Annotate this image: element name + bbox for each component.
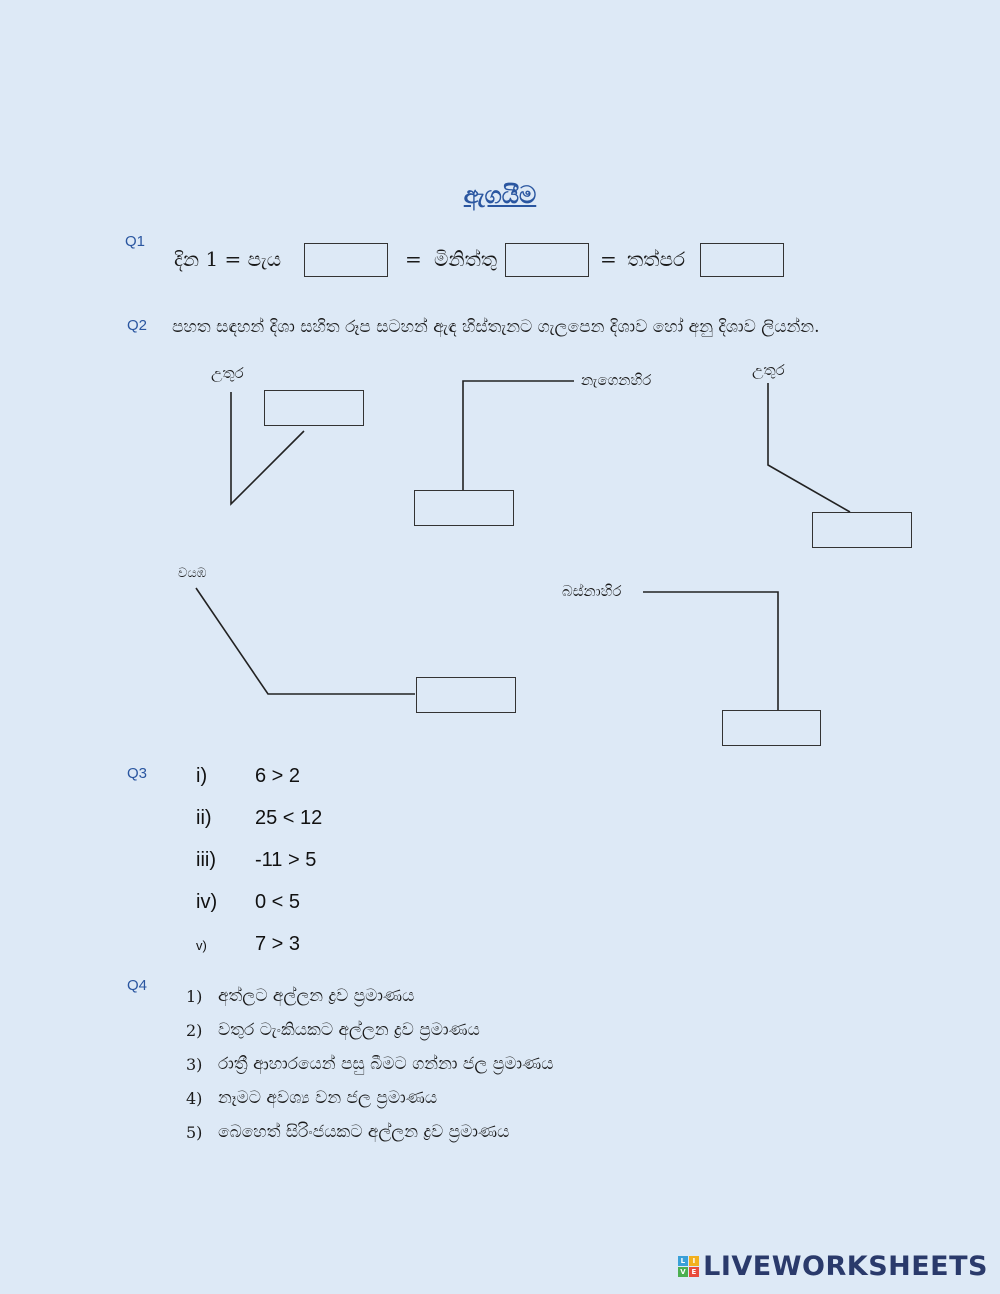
- q3-item-expr: 0 < 5: [255, 891, 301, 913]
- diagram-3-answer-input[interactable]: [812, 512, 912, 548]
- page-title: ඇගයීම: [463, 180, 537, 209]
- q4-item-num: 5): [186, 1123, 203, 1142]
- q4-item-num: 3): [186, 1055, 203, 1074]
- diagram-3-north-label: උතුර: [752, 361, 785, 379]
- q4-item-text: නෑමට අවශ්‍ය වන ජල ප්‍රමාණය: [218, 1088, 438, 1108]
- q1-label: Q1: [125, 233, 146, 250]
- q1-equals-2: =: [600, 247, 617, 271]
- q3-item-expr: 25 < 12: [255, 807, 323, 829]
- logo-mark-cell: I: [689, 1256, 699, 1266]
- q4-item-num: 4): [186, 1089, 203, 1108]
- q4-item-text: වතුර ටැංකියකට අල්ලන ද්‍රව ප්‍රමාණය: [218, 1020, 480, 1040]
- q3-label: Q3: [127, 765, 148, 782]
- q2-label: Q2: [127, 317, 148, 334]
- diagram-1-answer-input[interactable]: [264, 390, 364, 426]
- q4-item-text: අත්ලට අල්ලන ද්‍රව ප්‍රමාණය: [218, 986, 415, 1006]
- q1-equals-1: =: [405, 247, 422, 271]
- q1-seconds-text: තත්පර: [627, 247, 686, 271]
- diagram-4-lines: [196, 588, 415, 694]
- diagram-4-label: වයඹ: [178, 566, 207, 581]
- diagram-2-lines: [463, 381, 574, 490]
- diagram-1-north-label: උතුර: [211, 364, 244, 382]
- diagram-2-answer-input[interactable]: [414, 490, 514, 526]
- diagram-3-lines: [768, 383, 850, 512]
- diagram-4-answer-input[interactable]: [416, 677, 516, 713]
- q4-item-text: බෙහෙත් සිරිංජයකට අල්ලන ද්‍රව ප්‍රමාණය: [218, 1122, 510, 1142]
- q3-item-num: iii): [196, 849, 216, 871]
- q4-item-num: 2): [186, 1021, 203, 1040]
- q3-item-num: v): [196, 938, 207, 953]
- q2-instruction: පහත සඳහන් දිශා සහිත රූප සටහන් ඇඳ හිස්තැනට ගැලපෙන දිශාව හෝ අනු දිශාව ලියන්න.: [172, 317, 820, 337]
- diagram-5-answer-input[interactable]: [722, 710, 821, 746]
- q4-item-num: 1): [186, 987, 203, 1006]
- logo-mark-cell: L: [678, 1256, 688, 1266]
- diagram-5-west-label: බස්නාහිර: [562, 582, 622, 600]
- logo-mark-icon: [678, 1256, 699, 1277]
- q3-item-expr: 6 > 2: [255, 765, 301, 787]
- logo-mark-cell: V: [678, 1267, 688, 1277]
- q3-item-num: i): [196, 765, 208, 787]
- liveworksheets-logo: [678, 1251, 988, 1282]
- diagram-5-lines: [643, 592, 778, 710]
- q3-item-num: iv): [196, 891, 218, 913]
- q3-item-expr: 7 > 3: [255, 933, 301, 955]
- q1-days-text: දින 1 = පැය: [174, 247, 282, 271]
- diagram-2-east-label: නැගෙනහිර: [581, 371, 652, 389]
- q3-item-num: ii): [196, 807, 212, 829]
- q4-label: Q4: [127, 977, 148, 994]
- q4-item-text: රාත්‍රී ආහාරයෙන් පසු බීමට ගන්නා ජල ප්‍රමාණය: [218, 1054, 554, 1074]
- q3-item-expr: -11 > 5: [255, 849, 317, 871]
- q1-minutes-text: මිනිත්තු: [434, 247, 498, 271]
- logo-mark-cell: E: [689, 1267, 699, 1277]
- logo-text: LIVEWORKSHEETS: [703, 1251, 988, 1282]
